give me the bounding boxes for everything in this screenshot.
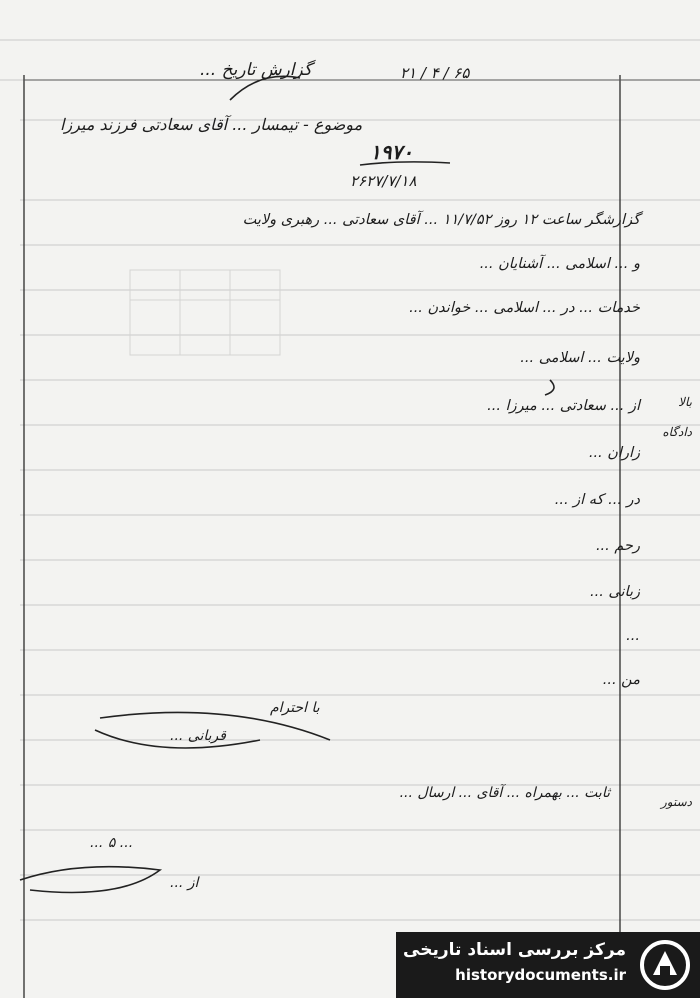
body-line: و ... اسلامی ... آشنایان ... <box>479 256 640 272</box>
header-date: ۶۵ / ۴ / ۲۱ <box>400 64 470 82</box>
header-recipient: گزارش تاریخ ... <box>200 60 313 80</box>
margin-note: دادگاه <box>662 425 692 439</box>
watermark-url: historydocuments.ir <box>455 966 626 984</box>
body-line: رحم ... <box>595 538 640 554</box>
subject-line: موضوع - تیمسار ... آقای سعادتی فرزند میرزا <box>60 115 363 134</box>
year-stamp: ۱۹۷۰ <box>370 140 413 164</box>
margin-note: بالا <box>678 395 692 409</box>
body-line: زبانی ... <box>589 584 640 600</box>
body-line: ... <box>626 628 640 644</box>
signature-name: قربانی ... <box>170 728 226 744</box>
body-line: در ... که از ... <box>554 492 640 508</box>
body-line: از ... سعادتی ... میرزا ... <box>487 398 640 414</box>
body-line: زاران ... <box>588 445 640 461</box>
body-line: ولایت ... اسلامی ... <box>520 350 640 366</box>
margin-note: دستور <box>660 795 692 809</box>
document-number: ۲۶۲۷/۷/۱۸ <box>350 172 417 190</box>
body-line: من ... <box>602 672 640 688</box>
watermark-title: مرکز بررسی اسناد تاریخی <box>403 940 626 960</box>
signature-note: با احترام <box>270 700 320 716</box>
footer-line: ... ۵ ... <box>90 835 134 851</box>
footer-line: از ... <box>170 875 199 891</box>
archive-logo-icon <box>638 938 692 992</box>
body-line: گزارشگر ساعت ۱۲ روز ۱۱/۷/۵۲ ... آقای سعادتی ... رهبری ولایت <box>242 212 640 228</box>
footer-line: ثابت ... بهمراه ... آقای ... ارسال ... <box>399 785 610 801</box>
body-line: خدمات ... در ... اسلامی ... خواندن ... <box>409 300 640 316</box>
